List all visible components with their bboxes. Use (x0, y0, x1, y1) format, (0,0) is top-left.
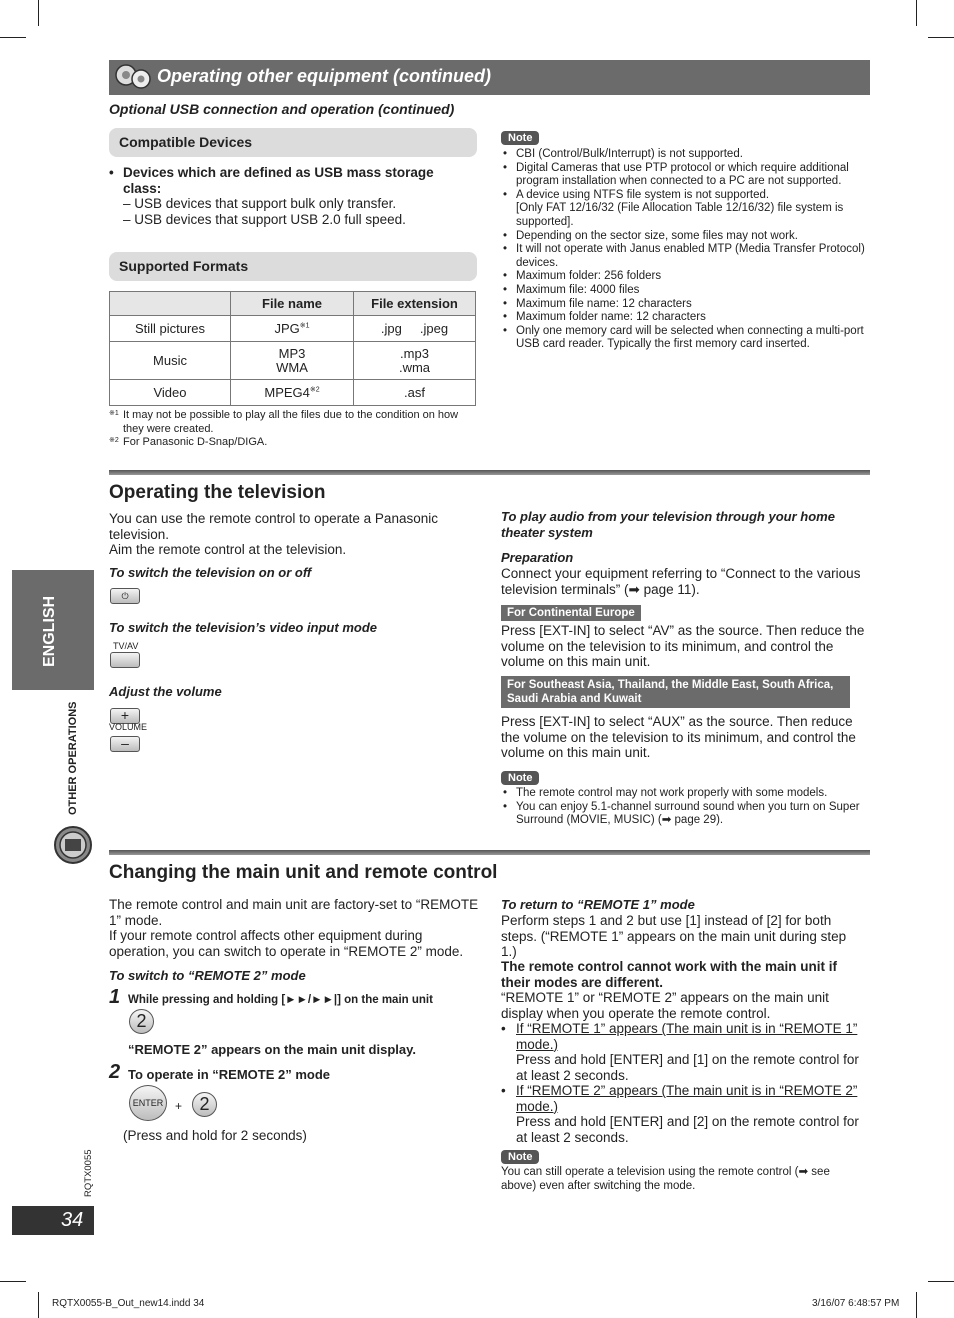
other-operations-icon (53, 825, 93, 865)
formats-table (109, 291, 476, 406)
remote-2-button[interactable]: 2 (192, 1092, 217, 1117)
step-number: 1 (109, 986, 121, 1008)
table-cell: .asf (354, 380, 476, 406)
note-item: • It will not operate with Janus enabled MTP (Media Transfer Protocol) devices. (501, 243, 869, 270)
enter-button[interactable]: ENTER (129, 1085, 167, 1121)
remote-note-badge: Note (501, 1147, 539, 1165)
header-title: Operating other equipment (continued) (157, 66, 491, 86)
page-number-box (12, 1206, 94, 1235)
crop-mark (916, 1292, 917, 1318)
compatible-item: – USB devices that support bulk only transfer. (123, 196, 397, 211)
table-cell: Video (110, 380, 231, 406)
warning-bold: The remote control cannot work with the main unit if their modes are different. (501, 959, 838, 990)
footnote: It may not be possible to play all the files due to the condition on how they were created. (123, 409, 459, 435)
europe-text: Press [EXT-IN] to select “AV” as the source. Then reduce the volume on the television to its minimum, and control the volume on this main unit. (501, 623, 865, 669)
preparation-text: Connect your equipment referring to “Connect to the various television terminals” (➡ page 11). (501, 566, 861, 597)
compatible-devices-list: • Devices which are defined as USB mass storage class: – USB devices that support bulk only transfer. – USB devices that support USB 2.0 full speed. (109, 165, 469, 227)
volume-label: VOLUME (109, 722, 148, 732)
note-item: • Maximum file name: 12 characters (501, 298, 869, 312)
note-item: • A device using NTFS file system is not supported. (501, 189, 869, 203)
usb-subtitle: Optional USB connection and operation (continued) (109, 101, 455, 117)
step2-text: To operate in “REMOTE 2” mode (128, 1067, 331, 1082)
table-row (110, 342, 476, 380)
europe-tag: For Continental Europe (501, 605, 641, 621)
table-cell: Still pictures (110, 316, 231, 342)
tv-notes-list (501, 787, 869, 828)
compatible-devices-title: Compatible Devices (119, 134, 253, 150)
table-footnotes: ※1 It may not be possible to play all the files due to the condition on how they were created. ※2 For Panasonic D-Snap/DIGA. (109, 409, 459, 448)
case-list: • If “REMOTE 1” appears (The main unit is in “REMOTE 1” mode.) Press and hold [ENTER] and [1] on the remote control for at least 2 seconds. • If “REMOTE 2” appears (The main unit is in “REMOTE 2” mode.) Press and hold [ENTER] and [2] on the remote control for at least 2 seconds. (501, 1021, 870, 1145)
equipment-icon (113, 63, 153, 91)
table-header: File name (231, 292, 354, 316)
note-item: • Maximum folder: 256 folders (501, 270, 869, 284)
page-number: 34 (61, 1209, 84, 1231)
remote-switch-label: To switch to “REMOTE 2” mode (109, 968, 306, 983)
crop-mark (928, 1281, 954, 1282)
language-tab (12, 570, 94, 690)
hold-text: (Press and hold for 2 seconds) (123, 1128, 307, 1143)
compatible-bullet: Devices which are defined as USB mass storage class: (123, 165, 434, 196)
return-label: To return to “REMOTE 1” mode (501, 897, 695, 912)
warning-text: “REMOTE 1” or “REMOTE 2” appears on the main unit display when you operate the remote control. (501, 990, 829, 1021)
volume-up-button[interactable]: + (110, 708, 140, 724)
tv-volume-label: Adjust the volume (109, 684, 222, 699)
tvav-button[interactable] (110, 652, 140, 668)
crop-mark (0, 37, 26, 38)
table-cell: Music (110, 342, 231, 380)
plus-sign: + (175, 1099, 183, 1113)
footer-file: RQTX0055-B_Out_new14.indd 34 (52, 1298, 205, 1309)
note-item: [Only FAT 12/16/32 (File Allocation Table 12/16/32) file system is supported]. (516, 202, 844, 228)
tv-intro: You can use the remote control to operate a Panasonic television. Aim the remote control at the television. (109, 511, 438, 557)
step1-result: “REMOTE 2” appears on the main unit display. (128, 1042, 416, 1057)
crop-mark (38, 0, 39, 26)
power-button[interactable]: ⏻ (110, 588, 140, 604)
table-header: File extension (354, 292, 476, 316)
table-cell: MP3 WMA (231, 342, 354, 380)
remote-intro: The remote control and main unit are factory-set to “REMOTE 1” mode. If your remote control affects other equipment during operation, you can switch to operate in “REMOTE 2” mode. (109, 897, 479, 959)
section-header (109, 60, 870, 95)
footer-date: 3/16/07 6:48:57 PM (812, 1298, 900, 1309)
crop-mark (916, 0, 917, 26)
case1-condition: If “REMOTE 1” appears (The main unit is in “REMOTE 1” mode.) (516, 1021, 858, 1052)
table-header (110, 292, 231, 316)
tv-input-label: To switch the television’s video input mode (109, 620, 377, 635)
note-item: • Digital Cameras that use PTP protocol or which require additional program installation when connected to a PC are not supported. (501, 162, 869, 189)
crop-mark (0, 1281, 26, 1282)
crop-mark (928, 37, 954, 38)
step-number: 2 (109, 1061, 121, 1083)
return-text: Perform steps 1 and 2 but use [1] instead of [2] for both steps. (“REMOTE 1” appears on the main unit during step 1.) (501, 913, 847, 959)
table-row (110, 380, 476, 406)
compatible-devices-panel (109, 128, 477, 157)
tv-onoff-label: To switch the television on or off (109, 565, 312, 580)
section-rule (109, 850, 870, 855)
note-item: • Maximum folder name: 12 characters (501, 311, 869, 325)
case1-text: Press and hold [ENTER] and [1] on the remote control for at least 2 seconds. (516, 1052, 859, 1083)
table-cell: .mp3 .wma (354, 342, 476, 380)
language-label: ENGLISH (41, 595, 58, 667)
note-item: • Only one memory card will be selected when connecting a multi-port USB card reader. Typically the first memory card inserted. (501, 325, 869, 352)
tvav-label: TV/AV (113, 641, 139, 651)
table-cell: MPEG4$^{※2}$ (231, 380, 354, 406)
section-rule (109, 470, 870, 475)
preparation-label: Preparation (501, 550, 574, 565)
tv-note-badge: Note (501, 768, 539, 786)
compatible-item: – USB devices that support USB 2.0 full speed. (123, 211, 406, 227)
table-row (110, 316, 476, 342)
asia-text: Press [EXT-IN] to select “AUX” as the source. Then reduce the volume on the television to its minimum, and control the volume on this main unit. (501, 714, 856, 760)
step1-text: While pressing and holding [►►/►►|] on the main unit (128, 994, 433, 1006)
footnote: For Panasonic D-Snap/DIGA. (123, 436, 268, 448)
crop-mark (38, 1292, 39, 1318)
section-label: OTHER OPERATIONS (67, 701, 79, 815)
note-item: • You can enjoy 5.1-channel surround sound when you turn on Super Surround (MOVIE, MUSIC) (➡ page 29). (501, 801, 869, 828)
note-item: • Maximum file: 4000 files (501, 284, 869, 298)
supported-formats-panel (109, 252, 477, 281)
table-cell: JPG$^{※1}$ (231, 316, 354, 342)
note-item: • CBI (Control/Bulk/Interrupt) is not supported. (501, 148, 869, 162)
usb-note-badge: Note (501, 128, 539, 146)
volume-down-button[interactable]: – (110, 736, 140, 752)
asia-tag: For Southeast Asia, Thailand, the Middle East, South Africa, Saudi Arabia and Kuwait (501, 676, 850, 708)
note-item: • The remote control may not work properly with some models. (501, 787, 869, 801)
case2-text: Press and hold [ENTER] and [2] on the remote control for at least 2 seconds. (516, 1114, 859, 1145)
tv-section-title: Operating the television (109, 482, 326, 503)
supported-formats-title: Supported Formats (119, 258, 249, 274)
note-item: • Depending on the sector size, some files may not work. (501, 230, 869, 244)
main-unit-2-button[interactable]: 2 (129, 1009, 154, 1034)
tv-audio-title: To play audio from your television through your home theater system (501, 509, 835, 540)
remote-section-title: Changing the main unit and remote control (109, 862, 498, 883)
document-code: RQTX0055 (83, 1149, 94, 1197)
remote-note-text: You can still operate a television using the remote control (➡ see above) even after switching the mode. (501, 1166, 830, 1192)
case2-condition: If “REMOTE 2” appears (The main unit is in “REMOTE 2” mode.) (516, 1083, 858, 1114)
table-cell: .jpg .jpeg (354, 316, 476, 342)
usb-notes-list (501, 148, 869, 352)
